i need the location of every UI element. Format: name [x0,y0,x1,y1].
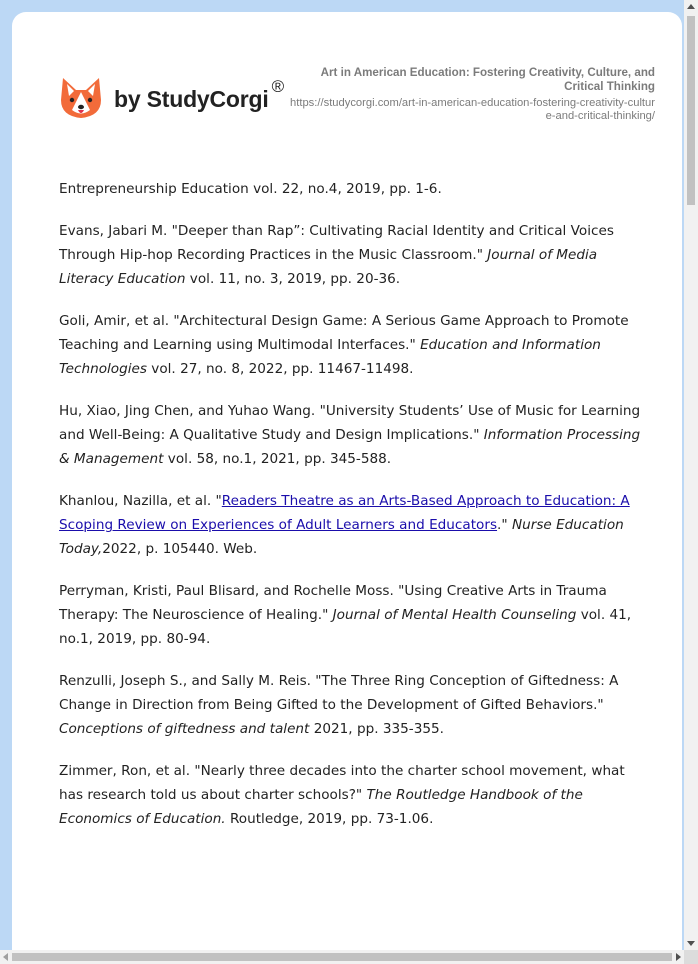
source-title: Art in American Education: Fostering Creativity, Culture, and Critical Thinking [320,66,655,93]
document-page [12,12,682,964]
reference-item [59,309,649,381]
reference-source: Journal of Media Literacy Education [59,247,598,287]
reference-details: Routledge, 2019, pp. 73-1.06. [225,811,434,827]
scroll-left-arrow-icon[interactable] [3,953,8,961]
reference-source: Education and Information Technologies [59,337,601,377]
reference-text: Zimmer, Ron, et al. "Nearly three decades into the charter school movement, what has research told us about charter schools?" [59,763,625,803]
scroll-right-arrow-icon[interactable] [676,953,681,961]
reference-item [59,177,649,201]
reference-item [59,579,649,651]
reference-details: vol. 41, no.1, 2019, pp. 80-94. [59,607,632,647]
reference-details: vol. 58, no.1, 2021, pp. 345-588. [163,451,392,467]
reference-text: Goli, Amir, et al. "Architectural Design Game: A Serious Game Approach to Promote Teaching and Learning using Multimodal Interfaces." [59,313,629,353]
corgi-logo-icon [60,76,102,120]
reference-item [59,489,649,561]
source-url[interactable]: https://studycorgi.com/art-in-american-education-fostering-creativity-culture-and-critical-thinking/ [290,97,655,122]
studycorgi-logo[interactable] [60,76,284,120]
reference-source: Journal of Mental Health Counseling [332,607,577,623]
reference-details: vol. 11, no. 3, 2019, pp. 20-36. [185,271,401,287]
reference-text: Evans, Jabari M. "Deeper than Rap”: Cultivating Racial Identity and Critical Voices Through Hip-hop Recording Practices in the Music Classroom." [59,223,614,263]
reference-item [59,219,649,291]
reference-source: Conceptions of giftedness and talent [59,721,310,737]
horizontal-scrollbar[interactable] [0,950,698,964]
reference-item [59,669,649,741]
reference-text: Hu, Xiao, Jing Chen, and Yuhao Wang. "University Students’ Use of Music for Learning and Well-Being: A Qualitative Study and Design Implications." [59,403,641,443]
references-list [59,177,649,849]
horizontal-scroll-thumb[interactable] [12,953,672,961]
reference-link[interactable]: Readers Theatre as an Arts-Based Approach to Education: A Scoping Review on Experiences of Adult Learners and Educators [59,493,630,533]
vertical-scrollbar[interactable] [684,0,698,950]
scroll-up-arrow-icon[interactable] [687,4,695,9]
reference-item [59,759,649,831]
scrollbar-corner [684,950,698,964]
scroll-down-arrow-icon[interactable] [687,941,695,946]
source-info [285,66,655,123]
reference-item [59,399,649,471]
reference-source: Information Processing & Management [59,427,641,467]
page-header [12,12,682,152]
vertical-scroll-thumb[interactable] [687,16,695,205]
reference-details: 2022, p. 105440. Web. [102,541,258,557]
reference-text: Renzulli, Joseph S., and Sally M. Reis. "The Three Ring Conception of Giftedness: A Change in Direction from Being Gifted to the Development of Gifted Behaviors." [59,673,619,713]
reference-details: vol. 27, no. 8, 2022, pp. 11467-11498. [146,361,414,377]
registered-mark: ® [271,77,285,96]
reference-details: 2021, pp. 335-355. [309,721,444,737]
reference-text: Perryman, Kristi, Paul Blisard, and Rochelle Moss. "Using Creative Arts in Trauma Therapy: The Neuroscience of Healing." [59,583,607,623]
reference-text: Khanlou, Nazilla, et al. " [59,493,222,509]
reference-text: Entrepreneurship Education vol. 22, no.4, 2019, pp. 1-6. [59,181,442,197]
reference-text: ." [497,517,512,533]
reference-source: Nurse Education Today, [59,517,624,557]
reference-source: The Routledge Handbook of the Economics of Education. [59,787,583,827]
brand-name: by StudyCorgi [114,85,269,112]
